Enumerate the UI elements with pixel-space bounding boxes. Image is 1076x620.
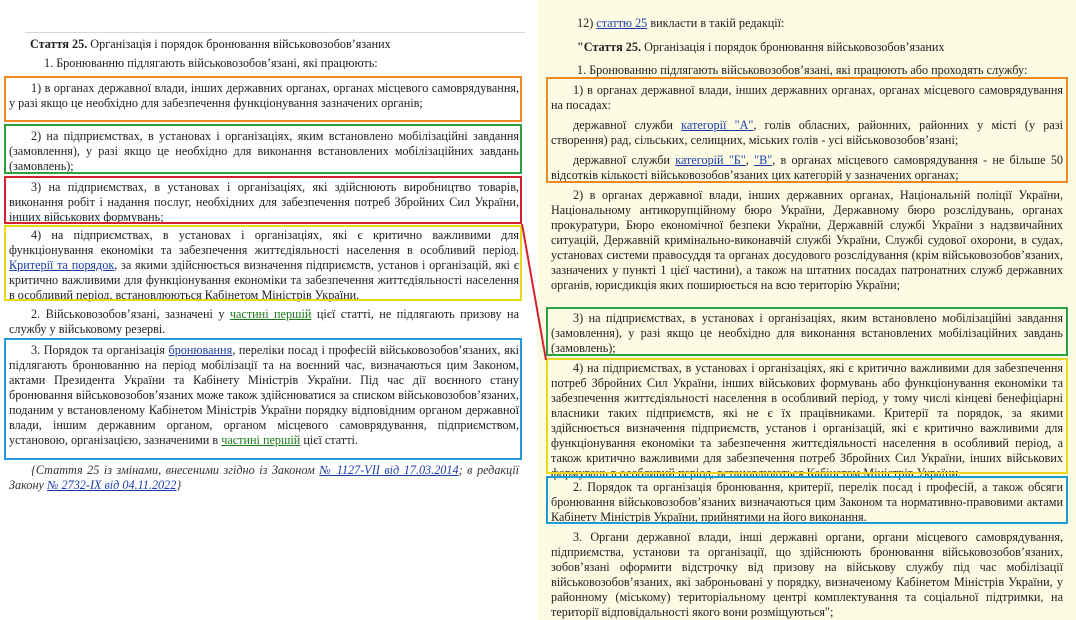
right-part-2: 2. Порядок та організація бронювання, критерії, перелік посад і професій, а також обсяги бронювання військовозобов’язаних визначаються цим Законом та нормативно-правовими актами Кабінету Міністрів України, прийнятими на його виконання. <box>551 480 1063 524</box>
new-article-number: "Стаття 25. <box>577 40 642 54</box>
green-highlight-box-right <box>546 307 1068 356</box>
left-part-3-text-c: цієї статті. <box>300 433 358 447</box>
article-number: Стаття 25. <box>30 37 88 51</box>
amendment-note <box>9 463 519 493</box>
new-article-title <box>577 40 1057 55</box>
right-item-2: 2) в органах державної влади, інших державних органах, Національній поліції України, Національному антикорупційному бюро України, Державному бюро розслідувань, органах прокуратури, Бюро економічної безпеки України, Державній службі України з надзвичайних ситуацій, Державній кримінально-виконавчій службі України, Службі судової охорони, в судах, установах системи правосуддя та органах досудового розслідування (крім військовозобов’язаних, зазначених у пункті 1 цієї частини), а також на штатних посадах патронатних служб державних органів, юрисдикція яких поширюється на всю територію України; <box>551 188 1063 292</box>
reservation-link[interactable]: бронювання <box>168 343 233 357</box>
right-pane-new-edition <box>537 0 1076 620</box>
divider <box>25 32 525 33</box>
law-1127-link[interactable]: № 1127-VII від 17.03.2014 <box>319 463 459 477</box>
amendment-heading-text-b: викласти в такій редакції: <box>647 16 785 30</box>
law-2732-link[interactable]: № 2732-IX від 04.11.2022 <box>46 478 177 492</box>
left-part-2-text-b: цієї статті, не підлягають призову на службу у військовому резерві. <box>9 307 519 336</box>
right-item-1b-text-b: , в органах місцевого самоврядування - не більше 50 відсотків кількості військовозобов’язаних цих категорій у зазначених органах; <box>551 153 1064 182</box>
article-25-link[interactable]: статтю 25 <box>596 16 648 30</box>
article-title <box>30 37 520 52</box>
part-one-link[interactable]: частині першій <box>229 307 312 321</box>
right-item-4: 4) на підприємствах, в установах і організаціях, які є критично важливими для забезпечення потреб Збройних Сил України, інших військових формувань або функціонування економіки та забезпечення життєдіяльності населення в особливий період, у тому числі кінцеві бенефіціарні власники таких підприємств, які не є їх працівниками. Критерії та порядок, за якими здійснюється визначення підприємств, установ і організацій, які є критично важливими для функціонування економіки та забезпечення життєдіяльності населення в особливий період, а також критично важливими для забезпечення потреб Збройних Сил України, інших військових формувань в особливий період, встановлюються Кабінетом Міністрів України. <box>551 361 1063 480</box>
part1-intro: 1. Бронюванню підлягають військовозобов’язані, які працюють: <box>44 56 378 70</box>
right-item-1a-text-a: державної служби <box>573 118 682 132</box>
left-item-1: 1) в органах державної влади, інших державних органах, органах місцевого самоврядування, у разі якщо це необхідно для забезпечення функціонування зазначених органів; <box>9 81 519 110</box>
right-part-3: 3. Органи державної влади, інші державні органи, органи місцевого самоврядування, підприємства, установи та організації, що здійснюють бронювання військовозобов’язаних, зобов’язані оформити відстрочку від призову на військову службу під час мобілізації військовозобов’язаних, які заброньовані у порядку, визначеному Кабінетом Міністрів України, у районному (міському) територіальному центрі комплектування та соціальної підтримки, на території відповідальності якого вони розміщуються"; <box>551 530 1063 619</box>
category-b-link[interactable]: категорій "Б" <box>675 153 746 167</box>
orange-highlight-box-right <box>546 77 1068 183</box>
criteria-link[interactable]: Критерії та порядок <box>9 258 115 272</box>
yellow-highlight-box <box>4 225 522 301</box>
amendment-note-text-a: {Стаття 25 із змінами, внесеними згідно із Законом <box>31 463 320 477</box>
left-pane-current-law <box>0 0 528 620</box>
right-item-1b-sep: , <box>745 153 755 167</box>
new-part1-intro: 1. Бронюванню підлягають військовозобов’язані, які працюють або проходять службу: <box>577 63 1028 77</box>
orange-highlight-box <box>4 76 522 122</box>
right-item-1b-text-a: державної служби <box>573 153 676 167</box>
right-item-1a-text-b: , голів обласних, районних, районних у місті (у разі створення) рад, сільських, селищних, міських голів - усі військовозобов’язані; <box>551 118 1064 147</box>
amendment-note-text-c: } <box>176 478 182 492</box>
left-part-3-text-b: , переліки посад і професій військовозобов’язаних, які підлягають бронюванню на період мобілізації та на воєнний час, визначаються цим Законом, актами Президента України та Кабінету Міністрів України. Під час дії воєнного стану бронювання військовозобов’язаних може також здійснюватися за списком військовозобов’язаних, поданим у встановленому Кабінетом Міністрів України порядку відповідним органом державної влади, іншим державним органом, органом місцевого самоврядування, підприємством, установою, організацією, зазначеними в <box>9 343 520 447</box>
category-a-link[interactable]: категорії "А" <box>681 118 754 132</box>
amendment-heading-text-a: 12) <box>577 16 597 30</box>
green-highlight-box <box>4 124 522 174</box>
left-item-2: 2) на підприємствах, в установах і організаціях, яким встановлено мобілізаційні завдання (замовлення), у разі якщо це необхідно для виконання встановлених мобілізаційних завдань (замовлень); <box>9 129 519 173</box>
amendment-heading <box>577 16 1057 31</box>
part-one-link-2[interactable]: частині першій <box>221 433 301 447</box>
article-title-text: Організація і порядок бронювання військовозобов’язаних <box>87 37 391 51</box>
right-item-3: 3) на підприємствах, в установах і організаціях, яким встановлено мобілізаційні завдання (замовлення), у разі якщо це необхідно для виконання встановлених мобілізаційних завдань (замовлень); <box>551 311 1063 355</box>
amendment-note-text-b: ; в редакції Закону <box>9 463 519 492</box>
blue-highlight-box <box>4 338 522 460</box>
left-item-4-text-a: 4) на підприємствах, в установах і організаціях, які є критично важливими для функціонування економіки та забезпечення життєдіяльності населення в особливий період. <box>9 228 519 257</box>
left-part-3-text-a: 3. Порядок та організація <box>31 343 169 357</box>
right-item-1: 1) в органах державної влади, інших державних органах, органах місцевого самоврядування на посадах: <box>551 83 1063 112</box>
new-article-title-text: Організація і порядок бронювання військовозобов’язаних <box>641 40 945 54</box>
yellow-highlight-box-right <box>546 358 1068 474</box>
blue-highlight-box-right <box>546 476 1068 524</box>
left-item-3: 3) на підприємствах, в установах і організаціях, які здійснюють виробництво товарів, виконання робіт і надання послуг, необхідних для забезпечення потреб Збройних Сил України, інших військових формувань; <box>9 180 519 224</box>
category-v-link[interactable]: "В" <box>754 153 773 167</box>
left-item-4-text-b: , за якими здійснюється визначення підприємств, установ і організацій, які є критично важливими для функціонування економіки та забезпечення життєдіяльності населення в особливий період, встановлюються Кабінетом Міністрів України. <box>9 258 520 302</box>
left-part-2-text-a: 2. Військовозобов’язані, зазначені у <box>31 307 230 321</box>
left-part-2 <box>9 307 519 337</box>
red-highlight-box <box>4 176 522 224</box>
